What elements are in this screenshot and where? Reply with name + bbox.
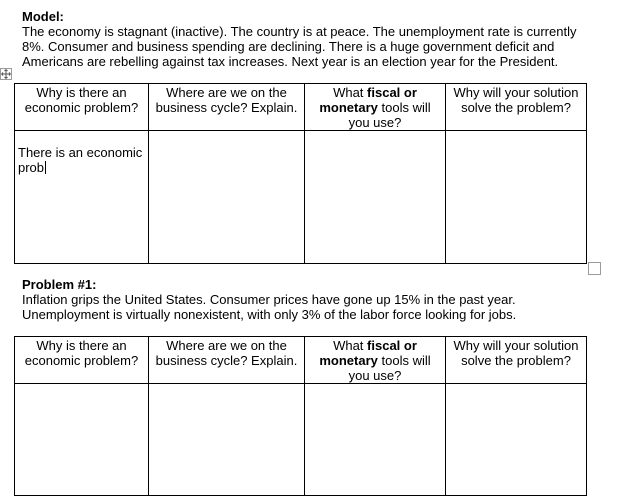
header-label: Why is there an economic problem? <box>24 85 139 115</box>
header-label-fiscal: fiscal or <box>367 338 417 353</box>
answer-cell-tools[interactable] <box>305 131 446 264</box>
header-label-part: tools will you use? <box>348 353 431 383</box>
model-scenario <box>22 9 592 69</box>
answer-cell-solution[interactable] <box>446 384 587 496</box>
header-label: Where are we on the business cycle? Explain. <box>155 85 298 115</box>
problem1-description: Inflation grips the United States. Consumer prices have gone up 15% in the past year. Unemployment is virtually nonexistent, with only 3% of the labor force looking for jobs. <box>22 292 517 322</box>
table-header-row <box>15 337 587 384</box>
model-description: The economy is stagnant (inactive). The country is at peace. The unemployment rate is currently 8%. Consumer and business spending are declining. There is a huge government deficit and Americans are rebelling against tax increases. Next year is an election year for the President. <box>22 24 577 69</box>
header-label-monetary: monetary <box>319 353 378 368</box>
header-cell-why-problem[interactable] <box>15 84 149 131</box>
table-answer-row <box>15 384 587 496</box>
model-heading: Model: <box>22 9 64 24</box>
problem1-table <box>14 336 587 496</box>
header-label-monetary: monetary <box>319 100 378 115</box>
header-label-part: What <box>333 85 368 100</box>
header-cell-business-cycle[interactable] <box>149 84 305 131</box>
table-answer-row <box>15 131 587 264</box>
header-label: Why will your solution solve the problem? <box>453 85 579 115</box>
table-header-row <box>15 84 587 131</box>
answer-cell-solution[interactable] <box>446 131 587 264</box>
header-label-part: What <box>333 338 368 353</box>
header-cell-tools[interactable] <box>305 337 446 384</box>
header-label: Why will your solution solve the problem? <box>453 338 579 368</box>
table-move-handle-icon[interactable] <box>0 68 12 80</box>
header-label-fiscal: fiscal or <box>367 85 417 100</box>
answer-cell-tools[interactable] <box>305 384 446 496</box>
model-table <box>14 83 587 264</box>
table-resize-handle-icon[interactable] <box>588 262 601 275</box>
text-cursor <box>45 161 46 174</box>
answer-cell-business-cycle[interactable] <box>149 131 305 264</box>
header-cell-solution[interactable] <box>446 337 587 384</box>
answer-text: There is an economic prob <box>18 145 143 175</box>
answer-cell-business-cycle[interactable] <box>149 384 305 496</box>
header-cell-solution[interactable] <box>446 84 587 131</box>
header-cell-business-cycle[interactable] <box>149 337 305 384</box>
problem1-scenario <box>22 277 592 322</box>
header-cell-why-problem[interactable] <box>15 337 149 384</box>
answer-cell-why-problem[interactable] <box>15 384 149 496</box>
problem1-heading: Problem #1: <box>22 277 97 292</box>
header-label-part: tools will you use? <box>348 100 431 130</box>
header-cell-tools[interactable] <box>305 84 446 131</box>
answer-cell-why-problem[interactable] <box>15 131 149 264</box>
header-label: Why is there an economic problem? <box>24 338 139 368</box>
header-label: Where are we on the business cycle? Explain. <box>155 338 298 368</box>
